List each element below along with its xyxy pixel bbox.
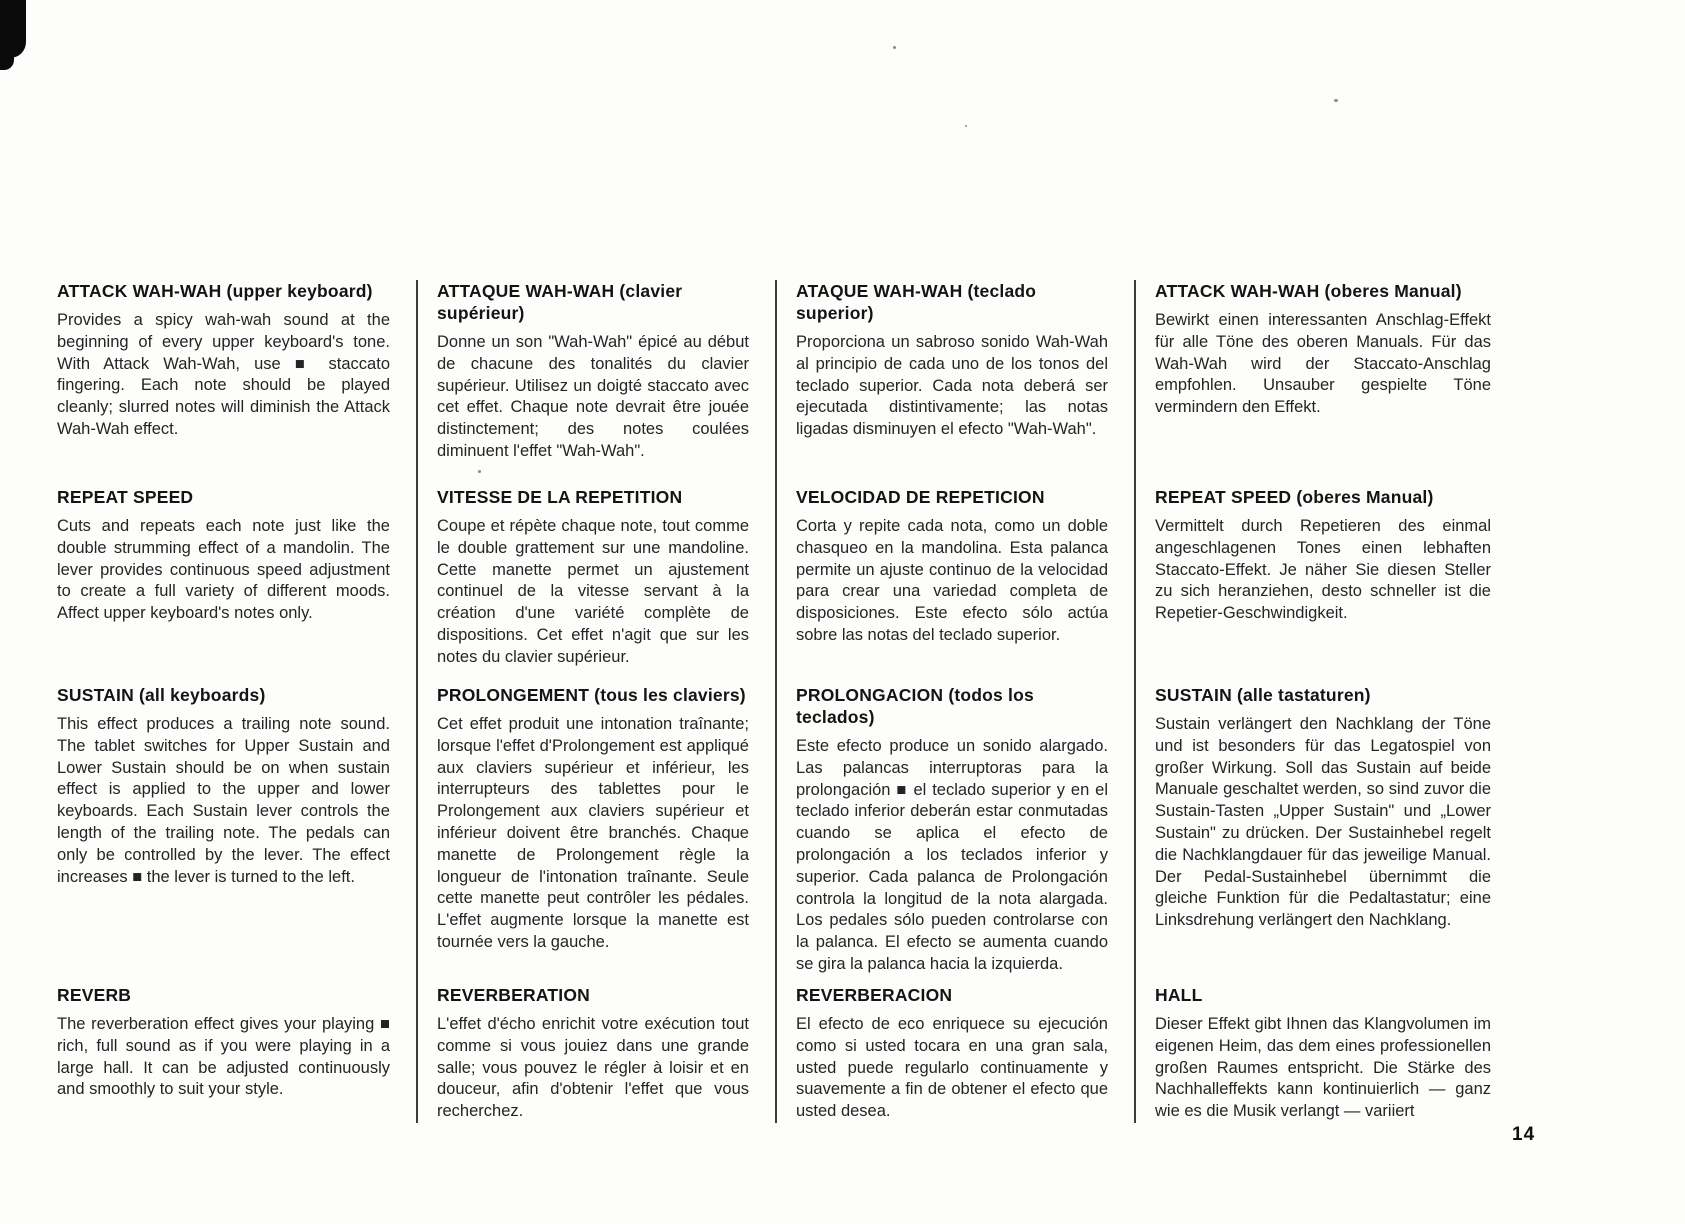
scan-speck [893,46,896,49]
section-heading: REPEAT SPEED (oberes Manual) [1155,487,1434,507]
section-body: Provides a spicy wah-wah sound at the beginning of every upper keyboard's tone. With Attack Wah-Wah, use ■ staccato fingering. Each note should be played cleanly; slurred notes will diminish the Attack Wah-Wah effect. [57,311,390,438]
section-body: Vermittelt durch Repetieren des einmal angeschlagenen Tones einen lebhaften Staccato-Effekt. Je näher Sie diesen Steller zu sich heranziehen, desto schneller ist die Repetier-Geschwindigkeit. [1155,517,1491,623]
section-heading: REVERBERACION [796,985,953,1005]
section-reverb-french [416,984,775,1123]
section-body: Sustain verlängert den Nachklang der Töne und ist besonders für das Legatospiel von großer Wirkung. Soll das Sustain auf beide Manuale geschaltet werden, so sind zuvor die Sustain-Tasten „Upper Sustain" und „Lower Sustain" zu drücken. Der Sustainhebel regelt die Nachklangdauer für das jeweilige Manual. Der Pedal-Sustainhebel übernimmt die gleiche Funktion für die Pedaltastatur; eine Linksdrehung verlängert den Nachklang. [1155,715,1491,930]
section-body: L'effet d'écho enrichit votre exécution tout comme si vous jouiez dans une grande salle; vous pouvez le régler à loisir et en douceur, afin d'obtenir l'effet que vous recherchez. [437,1015,749,1121]
section-body: Corta y repite cada nota, como un doble chasqueo en la mandolina. Esta palanca permite un ajuste continuo de la velocidad para crear una variedad completa de disposiciones. Este efecto sólo actúa sobre las notas del teclado superior. [796,517,1108,644]
section-heading: VITESSE DE LA REPETITION [437,487,683,507]
section-heading: VELOCIDAD DE REPETICION [796,487,1045,507]
section-heading: SUSTAIN (alle tastaturen) [1155,685,1371,705]
section-body: Coupe et répète chaque note, tout comme le double grattement sur une mandoline. Cette manette permet un ajustement continuel de la vitesse servant à la création d'une variété complète de dispositions. Cet effet n'agit que sur les notes du clavier supérieur. [437,517,749,666]
section-heading: ATAQUE WAH-WAH (teclado superior) [796,281,1037,323]
section-heading: REVERBERATION [437,985,590,1005]
section-body: Este efecto produce un sonido alargado. Las palancas interruptoras para la prolongación ■ el teclado superior y en el teclado inferior deberán estar conmutadas cuando se aplica el efecto de prolongación a los teclados inferior y superior. Cada palanca de Prolongación controla la longitud de la nota alargada. Los pedales sólo pueden controlarse con la palanca. El efecto se aumenta cuando se gira la palanca hacia la izquierda. [796,737,1108,973]
scan-speck [965,125,967,127]
section-body: Dieser Effekt gibt Ihnen das Klangvolumen im eigenen Heim, das dem eines professionellen großen Raumes entspricht. Die Stärke des Nachhalleffekts kann kontinuierlich — ganz wie es die Musik verlangt — variiert [1155,1015,1491,1121]
scan-corner-artifact [0,0,26,58]
section-reverb-spanish [775,984,1134,1123]
section-attack-wahwah-english [57,280,416,486]
columns-grid [57,280,1493,1123]
section-sustain-french [416,684,775,984]
section-heading: ATTACK WAH-WAH (oberes Manual) [1155,281,1462,301]
section-body: Cuts and repeats each note just like the double strumming effect of a mandolin. The lever provides continuous speed adjustment to create a full variety of different moods. Affect upper keyboard's notes only. [57,517,390,623]
section-attack-wahwah-german [1134,280,1493,486]
section-attack-wahwah-french [416,280,775,486]
section-body: This effect produces a trailing note sound. The tablet switches for Upper Sustain and Lower Sustain should be on when sustain effect is applied to the upper and lower keyboards. Each Sustain lever controls the length of the trailing note. The pedals can only be controlled by the lever. The effect increases ■ the lever is turned to the left. [57,715,390,886]
section-repeat-speed-french [416,486,775,684]
section-body: Proporciona un sabroso sonido Wah-Wah al principio de cada uno de los tonos del teclado superior. Cada nota deberá ser ejecutada distintivamente; las notas ligadas disminuyen el efecto "Wah-Wah". [796,333,1108,439]
scan-speck [1334,99,1338,102]
section-body: Bewirkt einen interessanten Anschlag-Effekt für alle Töne des oberen Manuals. Für das Wah-Wah wird der Staccato-Anschlag empfohlen. Unsauber gespielte Töne vermindern den Effekt. [1155,311,1491,417]
section-body: El efecto de eco enriquece su ejecución como si usted tocara en una gran sala, usted puede regularlo continuamente y suavemente a fin de obtener el efecto que usted desea. [796,1015,1108,1121]
section-body: The reverberation effect gives your playing ■ rich, full sound as if you were playing in a large hall. It can be adjusted continuously and smoothly to suit your style. [57,1015,390,1099]
section-body: Donne un son "Wah-Wah" épicé au début de chacune des tonalités du clavier supérieur. Utilisez un doigté staccato avec cet effet. Chaque note devrait être jouée distinctement; des notes coulées diminuent l'effet "Wah-Wah". [437,333,749,460]
section-sustain-english [57,684,416,984]
section-reverb-german [1134,984,1493,1123]
page-number: 14 [1512,1124,1536,1145]
section-heading: ATTACK WAH-WAH (upper keyboard) [57,281,373,301]
section-attack-wahwah-spanish [775,280,1134,486]
section-heading: PROLONGACION (todos los teclados) [796,685,1034,727]
section-heading: SUSTAIN (all keyboards) [57,685,266,705]
section-heading: PROLONGEMENT (tous les claviers) [437,685,746,705]
section-repeat-speed-english [57,486,416,684]
section-sustain-spanish [775,684,1134,984]
section-reverb-english [57,984,416,1123]
section-sustain-german [1134,684,1493,984]
section-body: Cet effet produit une intonation traînante; lorsque l'effet d'Prolongement est appliqué aux claviers supérieur et inférieur, les interrupteurs des tablettes pour le Prolongement aux claviers supérieur et inférieur doivent être branchés. Chaque manette de Prolongement règle la longueur de l'intonation traînante. Seule cette manette peut contrôler les pédales. L'effet augmente lorsque la manette est tournée vers la gauche. [437,715,749,951]
section-heading: REPEAT SPEED [57,487,194,507]
section-heading: HALL [1155,985,1203,1005]
section-repeat-speed-german [1134,486,1493,684]
section-heading: REVERB [57,985,132,1005]
section-heading: ATTAQUE WAH-WAH (clavier supérieur) [437,281,683,323]
section-repeat-speed-spanish [775,486,1134,684]
